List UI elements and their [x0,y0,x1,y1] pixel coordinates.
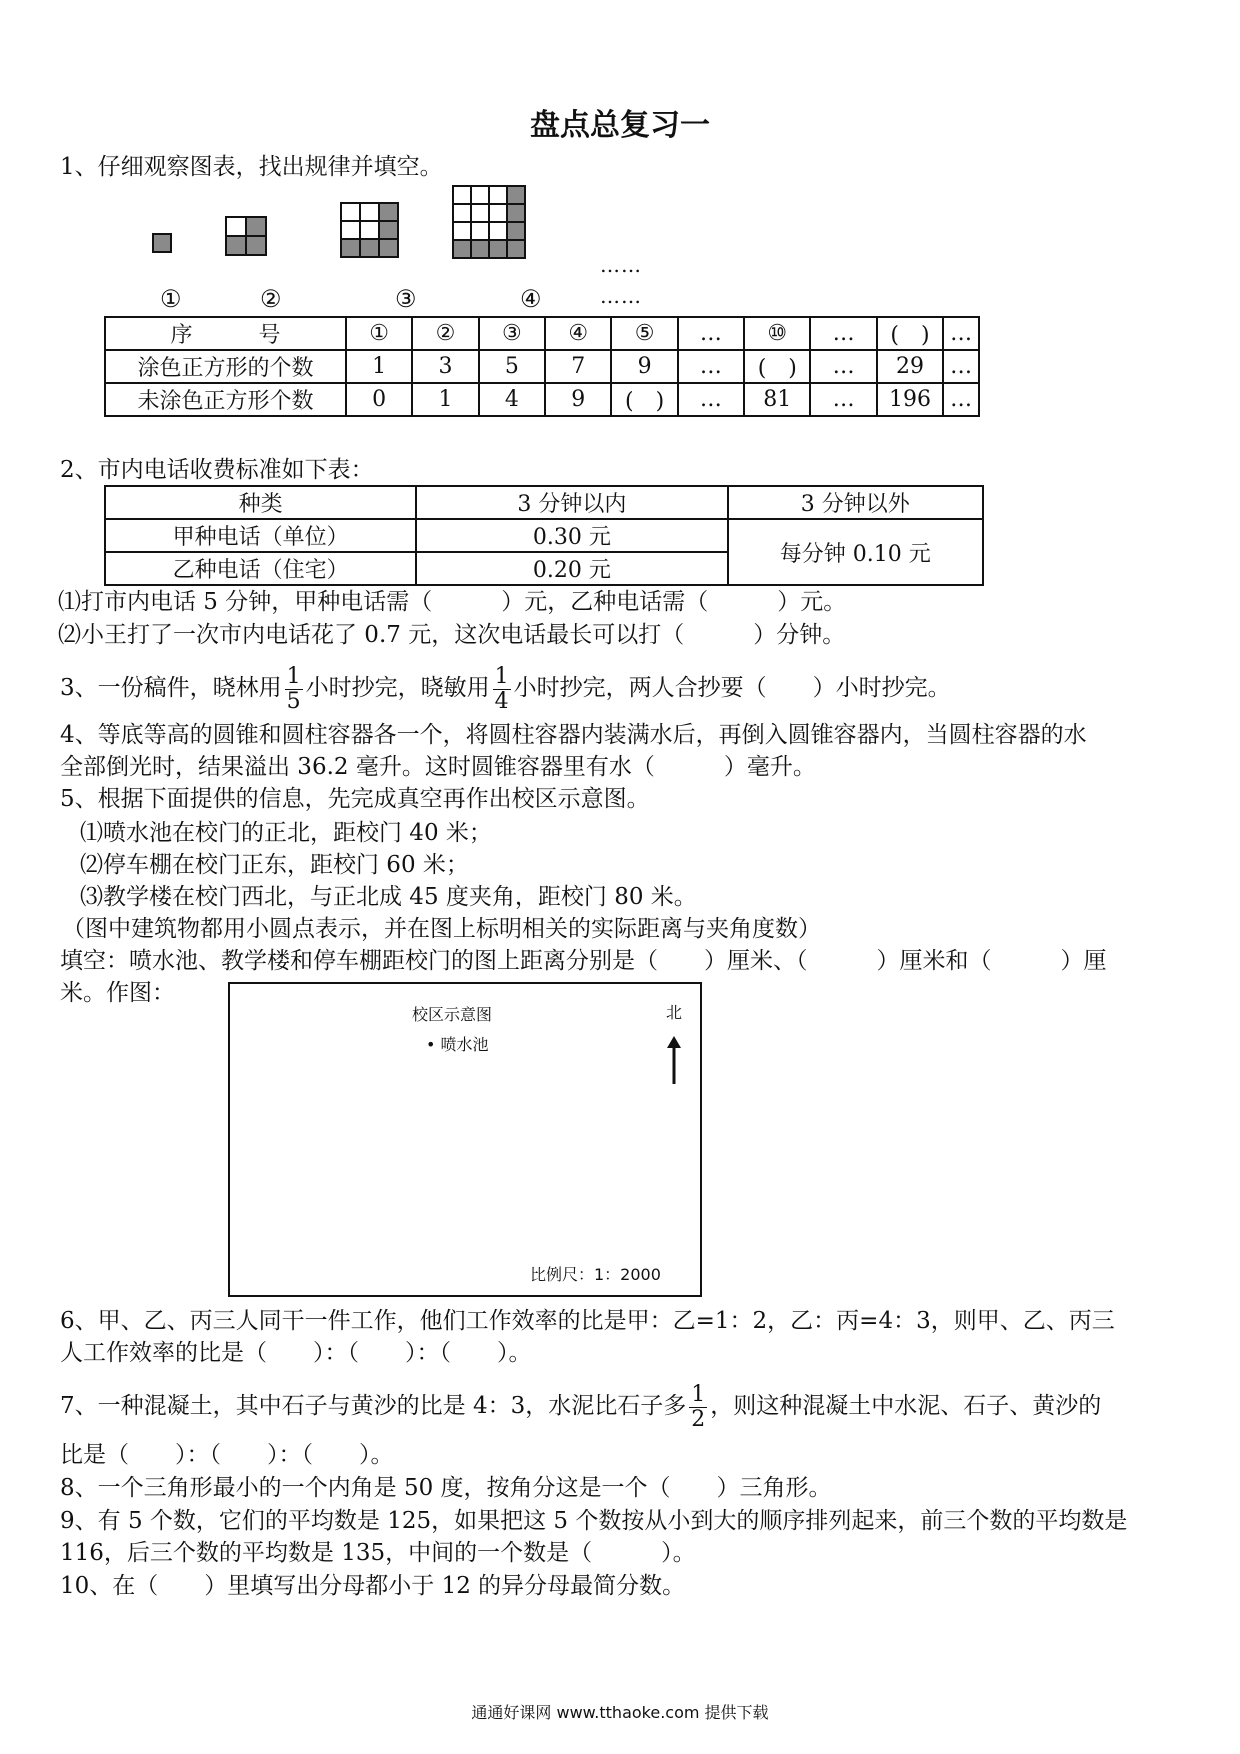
figure-label-4: ④ [520,285,542,313]
q9-line2: 116，后三个数的平均数是 135，中间的一个数是（ ）。 [60,1540,696,1566]
table-cell: 5 [479,350,545,383]
table-cell: 3 [412,350,478,383]
q2-prompt: 2、市内电话收费标准如下表： [60,457,374,483]
table-cell: 4 [479,383,545,416]
table-cell: 0 [346,383,412,416]
q5-item-1: ⑴喷水池在校门的正北，距校门 40 米； [80,820,492,846]
table-cell: 涂色正方形的个数 [105,350,346,383]
q9-line1: 9、有 5 个数，它们的平均数是 125，如果把这 5 个数按从小到大的顺序排列起来，前三个数的平均数是 [60,1508,1128,1534]
table-cell: … [678,383,744,416]
q6-line2: 人工作效率的比是（ ）：（ ）：（ ）。 [60,1340,532,1366]
pattern-figure-2 [225,216,271,258]
table-cell: ⑩ [744,317,810,350]
table-cell: 29 [877,350,943,383]
q3-part1: 3、一份稿件，晓林用 [60,675,282,701]
table-cell: 3 分钟以内 [416,486,727,519]
q2-sub2: ⑵小王打了一次市内电话花了 0.7 元，这次电话最长可以打（ ）分钟。 [58,622,846,648]
north-label: 北 [666,1003,683,1022]
table-cell: ③ [479,317,545,350]
figure-label-1: ① [160,285,182,313]
q5-fill-line1: 填空：喷水池、教学楼和停车棚距校门的图上距离分别是（ ）厘米、（ ）厘米和（ ）厘 [60,948,1107,974]
q3-part2: 小时抄完，晓敏用 [305,675,490,701]
table-cell: … [810,383,876,416]
q7-part2: ，则这种混凝土中水泥、石子、黄沙的 [710,1393,1102,1419]
ellipsis-2: …… [600,284,642,308]
table-row [105,350,979,383]
table-cell: 0.30 元 [416,519,727,552]
table-cell: ⑤ [611,317,677,350]
pattern-figure-4 [452,185,530,263]
table-row [105,317,979,350]
page-title: 盘点总复习一 [530,108,710,143]
q5-item-3: ⑶教学楼在校门西北，与正北成 45 度夹角，距校门 80 米。 [80,884,697,910]
table-cell: 1 [346,350,412,383]
table-cell: ( ) [877,317,943,350]
campus-map [228,982,702,1297]
table-cell: ( ) [744,350,810,383]
table-cell: 甲种电话（单位） [105,519,416,552]
q10-text: 10、在（ ）里填写出分母都小于 12 的异分母最简分数。 [60,1573,686,1599]
pattern-table [104,316,980,417]
fraction-1-4 [493,665,511,714]
table-cell: ( ) [611,383,677,416]
table-cell: … [943,317,979,350]
table-cell: 未涂色正方形个数 [105,383,346,416]
q2-sub1: ⑴打市内电话 5 分钟，甲种电话需（ ）元，乙种电话需（ ）元。 [58,589,847,615]
table-cell: 9 [545,383,611,416]
q5-prompt: 5、根据下面提供的信息，先完成真空再作出校区示意图。 [60,786,650,812]
map-title: 校区示意图 [412,1005,493,1024]
map-scale: 比例尺：1：2000 [530,1265,661,1284]
q8-text: 8、一个三角形最小的一个内角是 50 度，按角分这是一个（ ）三角形。 [60,1475,832,1501]
table-cell: … [943,383,979,416]
figure-label-3: ③ [395,285,417,313]
q6-line1: 6、甲、乙、丙三人同干一件工作，他们工作效率的比是甲：乙=1：2，乙：丙=4：3，则甲、乙、丙三 [60,1308,1115,1334]
fraction-numerator: 1 [691,1381,706,1407]
phone-rate-table [104,485,984,586]
table-cell: … [678,317,744,350]
table-cell: 种类 [105,486,416,519]
footer-source: 通通好课网 www.tthaoke.com 提供下载 [471,1703,769,1722]
q4-line1: 4、等底等高的圆锥和圆柱容器各一个，将圆柱容器内装满水后，再倒入圆锥容器内，当圆柱容器的水 [60,722,1087,748]
q7-part1: 7、一种混凝土，其中石子与黄沙的比是 4：3，水泥比石子多 [60,1393,687,1419]
q7-line2: 比是（ ）：（ ）：（ ）。 [60,1442,394,1468]
fraction-numerator: 1 [494,663,509,689]
table-cell: 每分钟 0.10 元 [728,519,983,585]
table-row [105,519,983,552]
table-cell: 序 号 [105,317,346,350]
north-arrow-icon [664,1036,684,1086]
q5-note: （图中建筑物都用小圆点表示，并在图上标明相关的实际距离与夹角度数） [62,916,821,942]
table-cell: ② [412,317,478,350]
table-row [105,486,983,519]
ellipsis-1: …… [600,253,642,277]
figure-label-2: ② [260,285,282,313]
q3-part3: 小时抄完，两人合抄要（ ）小时抄完。 [513,675,951,701]
table-cell: 0.20 元 [416,552,727,585]
table-cell: 乙种电话（住宅） [105,552,416,585]
q7-text [60,1378,1101,1434]
table-cell: 1 [412,383,478,416]
table-cell: ④ [545,317,611,350]
table-cell: 81 [744,383,810,416]
q4-line2: 全部倒光时，结果溢出 36.2 毫升。这时圆锥容器里有水（ ）毫升。 [60,754,816,780]
table-cell: … [943,350,979,383]
fountain-label: • 喷水池 [426,1035,489,1054]
fraction-denominator: 2 [691,1406,706,1432]
fraction-1-5 [285,665,303,714]
table-cell: 3 分钟以外 [728,486,983,519]
table-cell: 7 [545,350,611,383]
table-cell: … [810,317,876,350]
table-cell: … [678,350,744,383]
q1-prompt: 1、仔细观察图表，找出规律并填空。 [60,154,443,180]
q3-text [60,660,951,716]
table-cell: 9 [611,350,677,383]
table-cell: ① [346,317,412,350]
q5-item-2: ⑵停车棚在校门正东，距校门 60 米； [80,852,469,878]
fraction-numerator: 1 [286,663,301,689]
pattern-figure-3 [340,202,400,260]
fraction-1-2 [689,1383,707,1432]
table-cell: … [810,350,876,383]
table-cell: 196 [877,383,943,416]
table-row [105,383,979,416]
q5-fill-line2: 米。作图： [60,980,175,1006]
fraction-denominator: 4 [494,688,509,714]
fraction-denominator: 5 [286,688,301,714]
